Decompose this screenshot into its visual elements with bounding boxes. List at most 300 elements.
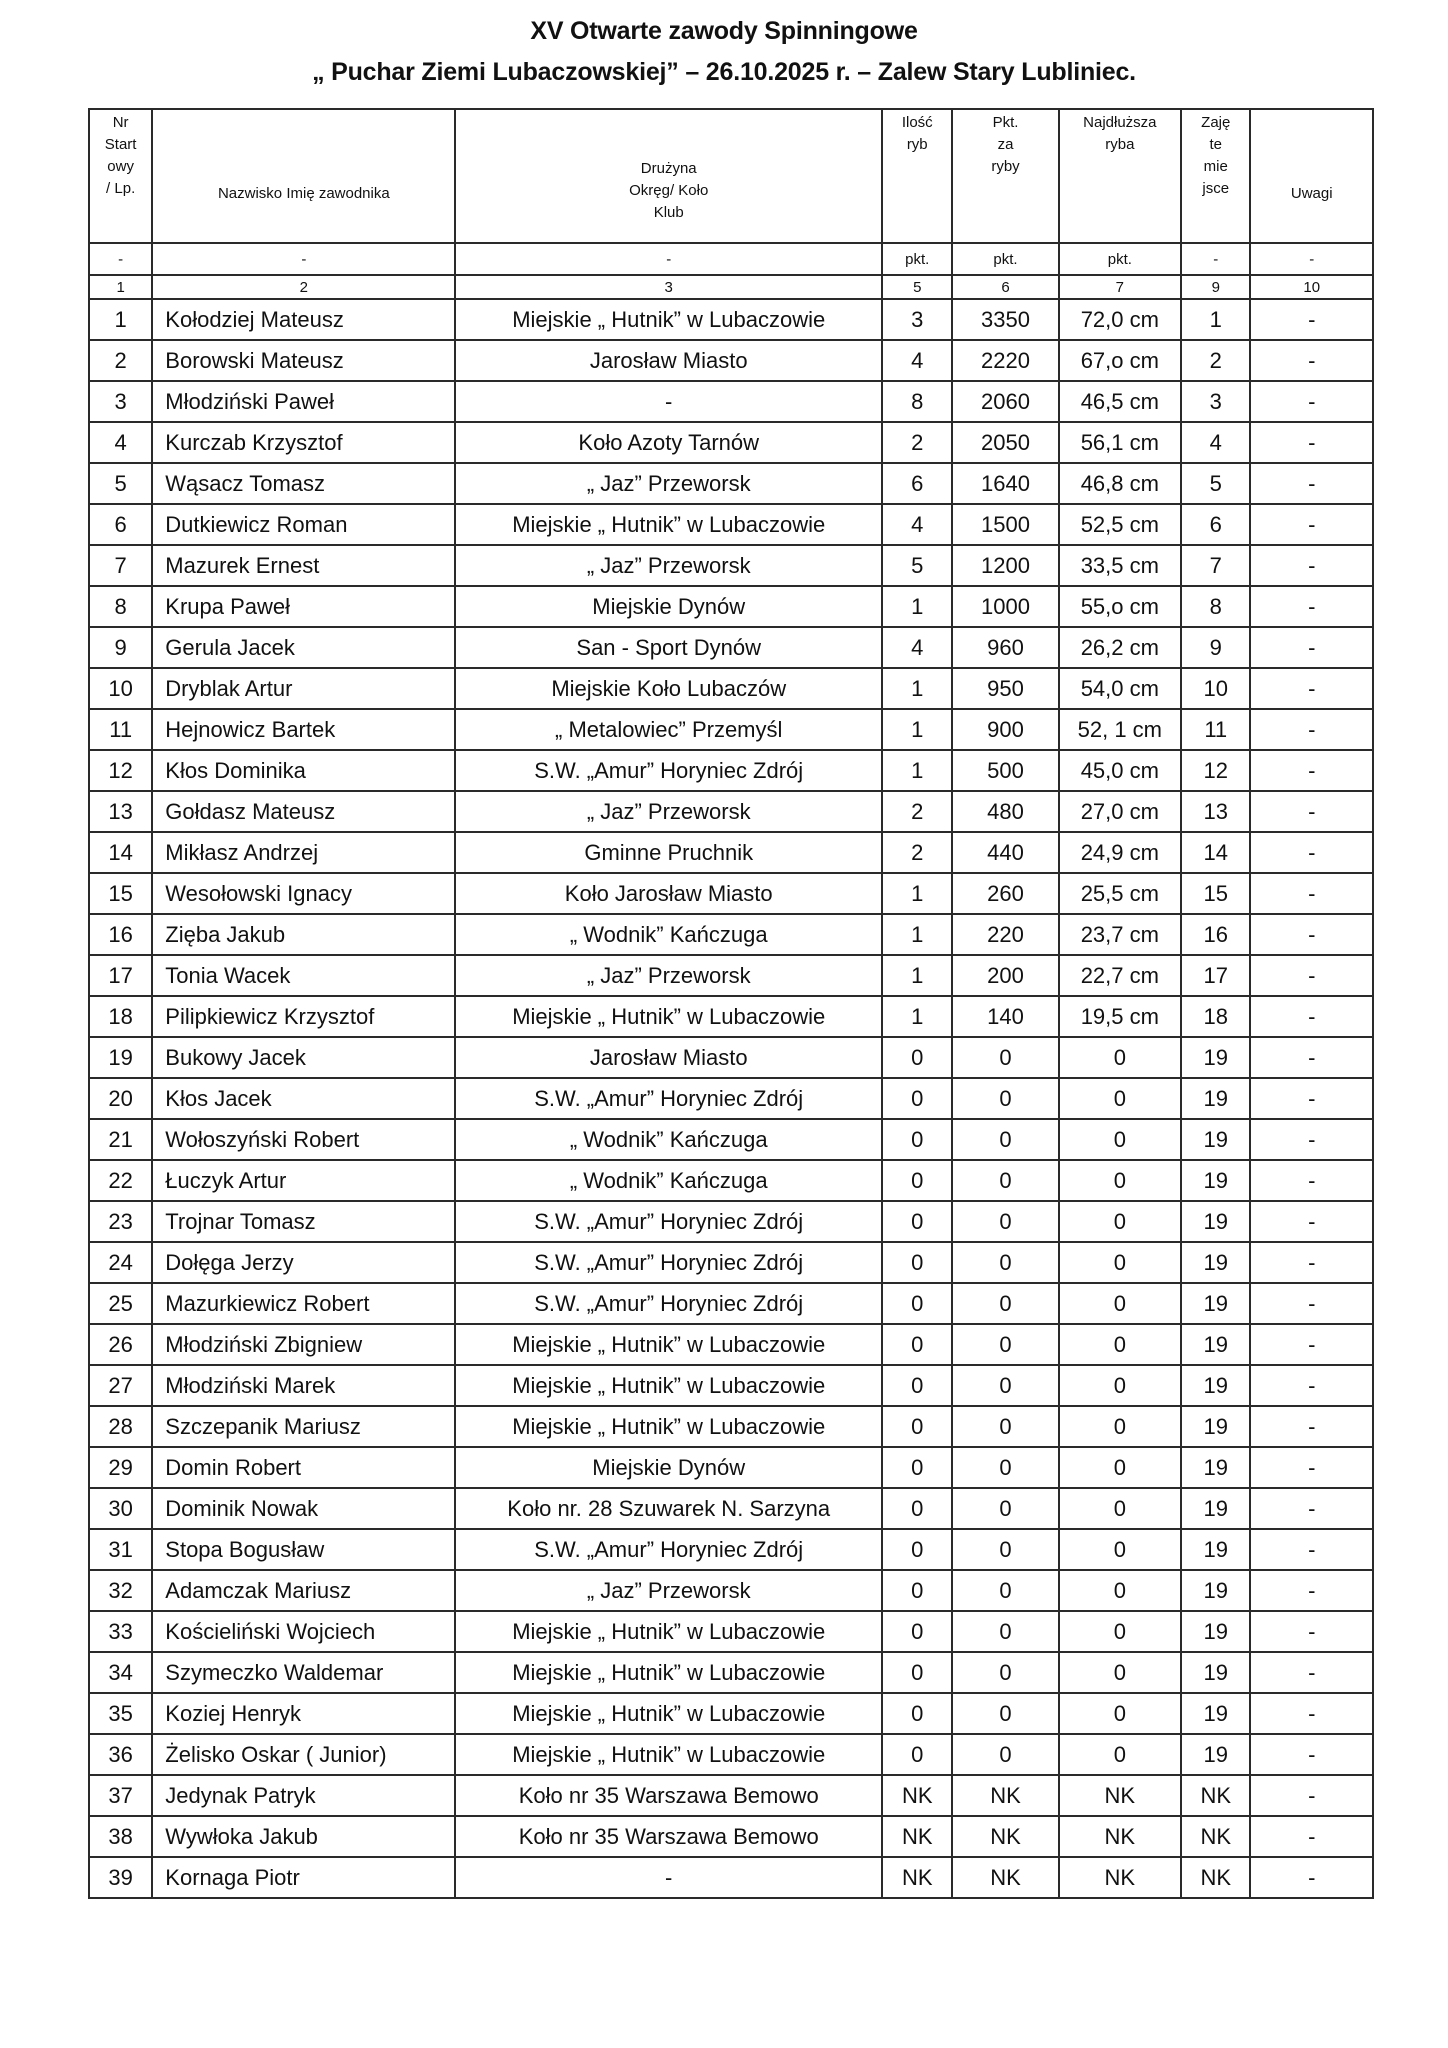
table-row [89,1242,1373,1283]
cell-name: Pilipkiewicz Krzysztof [152,996,455,1037]
cell-name: Wąsacz Tomasz [152,463,455,504]
cell-points: 0 [952,1447,1058,1488]
cell-longest: NK [1059,1857,1181,1898]
cell-fish-count: 0 [882,1201,952,1242]
cell-points: 960 [952,627,1058,668]
cell-team: Koło Jarosław Miasto [455,873,882,914]
cell-notes: - [1250,709,1373,750]
cell-team: Gminne Pruchnik [455,832,882,873]
cell-team: „ Metalowiec” Przemyśl [455,709,882,750]
cell-notes: - [1250,381,1373,422]
cell-name: Żelisko Oskar ( Junior) [152,1734,455,1775]
cell-fish-count: 3 [882,299,952,340]
header-longest-line: ryba [1105,136,1135,153]
header-team-line: Okręg/ Koło [629,182,709,199]
cell-fish-count: 5 [882,545,952,586]
cell-fish-count: 0 [882,1365,952,1406]
cell-nr: 32 [89,1570,152,1611]
cell-nr: 30 [89,1488,152,1529]
cell-points: 220 [952,914,1058,955]
cell-fish-count: 1 [882,996,952,1037]
cell-place: 19 [1181,1693,1250,1734]
cell-notes: - [1250,1857,1373,1898]
header-team [455,109,882,243]
cell-fish-count: 8 [882,381,952,422]
cell-fish-count: 1 [882,668,952,709]
header-place [1181,109,1250,243]
cell-nr: 19 [89,1037,152,1078]
cell-team: S.W. „Amur” Horyniec Zdrój [455,1242,882,1283]
cell-longest: 55,o cm [1059,586,1181,627]
cell-points: 0 [952,1734,1058,1775]
cell-place: 19 [1181,1078,1250,1119]
cell-place: 19 [1181,1119,1250,1160]
cell-longest: 46,5 cm [1059,381,1181,422]
cell-points: NK [952,1775,1058,1816]
unit-cell: pkt. [952,243,1058,275]
cell-nr: 13 [89,791,152,832]
cell-notes: - [1250,1529,1373,1570]
cell-points: 3350 [952,299,1058,340]
cell-nr: 26 [89,1324,152,1365]
cell-longest: 0 [1059,1693,1181,1734]
cell-name: Bukowy Jacek [152,1037,455,1078]
cell-longest: 0 [1059,1570,1181,1611]
cell-notes: - [1250,791,1373,832]
cell-notes: - [1250,422,1373,463]
cell-name: Krupa Paweł [152,586,455,627]
cell-name: Dryblak Artur [152,668,455,709]
cell-team: Miejskie Koło Lubaczów [455,668,882,709]
cell-nr: 27 [89,1365,152,1406]
cell-notes: - [1250,1365,1373,1406]
unit-cell: pkt. [882,243,952,275]
cell-longest: 67,o cm [1059,340,1181,381]
cell-fish-count: 4 [882,627,952,668]
unit-cell: - [152,243,455,275]
cell-longest: 0 [1059,1488,1181,1529]
cell-team: Miejskie „ Hutnik” w Lubaczowie [455,1652,882,1693]
cell-name: Zięba Jakub [152,914,455,955]
cell-team: Miejskie „ Hutnik” w Lubaczowie [455,1734,882,1775]
cell-nr: 31 [89,1529,152,1570]
header-nr [89,109,152,243]
cell-notes: - [1250,299,1373,340]
cell-team: Miejskie Dynów [455,586,882,627]
cell-longest: 0 [1059,1037,1181,1078]
table-row [89,1570,1373,1611]
cell-points: 0 [952,1693,1058,1734]
table-row [89,1816,1373,1857]
cell-place: 7 [1181,545,1250,586]
cell-fish-count: 4 [882,340,952,381]
cell-notes: - [1250,750,1373,791]
table-row [89,1119,1373,1160]
cell-nr: 38 [89,1816,152,1857]
cell-longest: 26,2 cm [1059,627,1181,668]
cell-points: 0 [952,1611,1058,1652]
cell-team: „ Jaz” Przeworsk [455,955,882,996]
cell-nr: 16 [89,914,152,955]
cell-points: 0 [952,1160,1058,1201]
cell-place: 17 [1181,955,1250,996]
cell-notes: - [1250,586,1373,627]
header-notes: Uwagi [1250,109,1373,243]
cell-name: Koziej Henryk [152,1693,455,1734]
cell-team: „ Wodnik” Kańczuga [455,1160,882,1201]
cell-longest: 0 [1059,1160,1181,1201]
cell-team: „ Jaz” Przeworsk [455,1570,882,1611]
cell-fish-count: 0 [882,1529,952,1570]
cell-nr: 10 [89,668,152,709]
cell-name: Młodziński Marek [152,1365,455,1406]
cell-points: 0 [952,1201,1058,1242]
table-row [89,1488,1373,1529]
cell-points: 0 [952,1242,1058,1283]
cell-name: Domin Robert [152,1447,455,1488]
cell-team: „ Jaz” Przeworsk [455,791,882,832]
cell-place: 19 [1181,1406,1250,1447]
header-nr-line: Nr [112,114,129,131]
cell-nr: 3 [89,381,152,422]
cell-notes: - [1250,1324,1373,1365]
cell-nr: 39 [89,1857,152,1898]
cell-notes: - [1250,1570,1373,1611]
cell-team: Miejskie „ Hutnik” w Lubaczowie [455,1693,882,1734]
cell-place: 15 [1181,873,1250,914]
cell-notes: - [1250,832,1373,873]
cell-nr: 20 [89,1078,152,1119]
cell-nr: 6 [89,504,152,545]
cell-team: San - Sport Dynów [455,627,882,668]
cell-nr: 15 [89,873,152,914]
cell-longest: 0 [1059,1529,1181,1570]
cell-nr: 35 [89,1693,152,1734]
cell-name: Wołoszyński Robert [152,1119,455,1160]
cell-team: Miejskie „ Hutnik” w Lubaczowie [455,1324,882,1365]
cell-name: Trojnar Tomasz [152,1201,455,1242]
cell-points: 200 [952,955,1058,996]
cell-nr: 1 [89,299,152,340]
cell-name: Kornaga Piotr [152,1857,455,1898]
units-row [89,243,1373,275]
cell-fish-count: 0 [882,1119,952,1160]
cell-place: 9 [1181,627,1250,668]
table-row [89,1529,1373,1570]
cell-team: Koło nr. 28 Szuwarek N. Sarzyna [455,1488,882,1529]
cell-place: NK [1181,1816,1250,1857]
table-row [89,1324,1373,1365]
cell-place: 10 [1181,668,1250,709]
table-row [89,1652,1373,1693]
cell-name: Mazurkiewicz Robert [152,1283,455,1324]
cell-place: 19 [1181,1160,1250,1201]
table-row [89,873,1373,914]
header-nr-line: Start [104,136,137,153]
cell-name: Dutkiewicz Roman [152,504,455,545]
cell-nr: 18 [89,996,152,1037]
cell-notes: - [1250,1078,1373,1119]
cell-place: 3 [1181,381,1250,422]
column-number: 1 [89,275,152,299]
table-row [89,1611,1373,1652]
cell-nr: 2 [89,340,152,381]
cell-fish-count: 1 [882,709,952,750]
table-row [89,627,1373,668]
cell-notes: - [1250,1775,1373,1816]
cell-notes: - [1250,1488,1373,1529]
cell-longest: 0 [1059,1283,1181,1324]
cell-notes: - [1250,955,1373,996]
cell-notes: - [1250,914,1373,955]
cell-notes: - [1250,463,1373,504]
cell-points: NK [952,1857,1058,1898]
document-subtitle: „ Puchar Ziemi Lubaczowskiej” – 26.10.2025 r. – Zalew Stary Lubliniec. [312,58,1136,86]
cell-name: Wesołowski Ignacy [152,873,455,914]
cell-place: 12 [1181,750,1250,791]
cell-notes: - [1250,1734,1373,1775]
header-row [89,109,1373,243]
cell-longest: 0 [1059,1242,1181,1283]
cell-notes: - [1250,1201,1373,1242]
cell-team: Miejskie Dynów [455,1447,882,1488]
cell-longest: 0 [1059,1119,1181,1160]
cell-name: Jedynak Patryk [152,1775,455,1816]
cell-fish-count: 1 [882,955,952,996]
table-row [89,422,1373,463]
cell-points: 0 [952,1324,1058,1365]
cell-name: Adamczak Mariusz [152,1570,455,1611]
cell-notes: - [1250,504,1373,545]
cell-place: 19 [1181,1652,1250,1693]
header-place-line: Zaję [1201,114,1231,131]
cell-fish-count: 0 [882,1037,952,1078]
table-row [89,299,1373,340]
cell-fish-count: 6 [882,463,952,504]
unit-cell: - [1181,243,1250,275]
cell-team: Miejskie „ Hutnik” w Lubaczowie [455,504,882,545]
table-row [89,1734,1373,1775]
cell-longest: 45,0 cm [1059,750,1181,791]
cell-notes: - [1250,996,1373,1037]
cell-name: Szymeczko Waldemar [152,1652,455,1693]
cell-team: Koło nr 35 Warszawa Bemowo [455,1816,882,1857]
cell-place: 19 [1181,1447,1250,1488]
results-table [88,108,1374,1899]
cell-notes: - [1250,1242,1373,1283]
cell-longest: 0 [1059,1324,1181,1365]
cell-fish-count: 0 [882,1447,952,1488]
cell-points: 0 [952,1529,1058,1570]
cell-points: 140 [952,996,1058,1037]
cell-fish-count: 0 [882,1488,952,1529]
cell-nr: 9 [89,627,152,668]
cell-nr: 28 [89,1406,152,1447]
cell-longest: NK [1059,1816,1181,1857]
table-row [89,545,1373,586]
results-body [89,299,1373,1898]
header-longest-line: Najdłuższa [1083,114,1157,131]
cell-longest: 0 [1059,1406,1181,1447]
cell-nr: 12 [89,750,152,791]
table-row [89,1857,1373,1898]
cell-points: 440 [952,832,1058,873]
cell-place: 19 [1181,1365,1250,1406]
cell-nr: 29 [89,1447,152,1488]
header-place-line: jsce [1202,180,1230,197]
column-number: 10 [1250,275,1373,299]
cell-team: „ Jaz” Przeworsk [455,463,882,504]
cell-nr: 36 [89,1734,152,1775]
cell-longest: 0 [1059,1365,1181,1406]
cell-points: 0 [952,1570,1058,1611]
header-fish-line: ryb [906,136,928,153]
cell-place: 19 [1181,1283,1250,1324]
cell-points: 2060 [952,381,1058,422]
cell-place: 18 [1181,996,1250,1037]
cell-longest: 19,5 cm [1059,996,1181,1037]
cell-nr: 34 [89,1652,152,1693]
cell-name: Kołodziej Mateusz [152,299,455,340]
cell-name: Kościeliński Wojciech [152,1611,455,1652]
cell-fish-count: 0 [882,1611,952,1652]
table-row [89,1283,1373,1324]
table-row [89,1078,1373,1119]
cell-place: 19 [1181,1201,1250,1242]
column-number-row [89,275,1373,299]
cell-points: 1640 [952,463,1058,504]
cell-name: Gołdasz Mateusz [152,791,455,832]
cell-nr: 23 [89,1201,152,1242]
cell-place: 19 [1181,1611,1250,1652]
cell-fish-count: NK [882,1816,952,1857]
cell-place: 19 [1181,1324,1250,1365]
cell-notes: - [1250,873,1373,914]
cell-longest: 27,0 cm [1059,791,1181,832]
cell-fish-count: 0 [882,1406,952,1447]
column-number: 9 [1181,275,1250,299]
cell-name: Hejnowicz Bartek [152,709,455,750]
cell-nr: 33 [89,1611,152,1652]
cell-points: 0 [952,1365,1058,1406]
cell-nr: 37 [89,1775,152,1816]
cell-team: Jarosław Miasto [455,1037,882,1078]
column-number: 7 [1059,275,1181,299]
cell-name: Dominik Nowak [152,1488,455,1529]
unit-cell: - [89,243,152,275]
cell-nr: 11 [89,709,152,750]
cell-place: NK [1181,1775,1250,1816]
cell-place: NK [1181,1857,1250,1898]
cell-longest: 52,5 cm [1059,504,1181,545]
header-nr-line: owy [107,158,134,175]
cell-name: Kurczab Krzysztof [152,422,455,463]
cell-fish-count: 0 [882,1242,952,1283]
table-row [89,381,1373,422]
cell-team: Miejskie „ Hutnik” w Lubaczowie [455,1406,882,1447]
cell-team: Miejskie „ Hutnik” w Lubaczowie [455,1365,882,1406]
cell-nr: 17 [89,955,152,996]
cell-place: 13 [1181,791,1250,832]
cell-name: Młodziński Zbigniew [152,1324,455,1365]
table-row [89,1037,1373,1078]
cell-points: 2220 [952,340,1058,381]
cell-points: 1500 [952,504,1058,545]
cell-name: Dołęga Jerzy [152,1242,455,1283]
header-points-line: Pkt. [992,114,1019,131]
cell-fish-count: 0 [882,1652,952,1693]
cell-points: 0 [952,1406,1058,1447]
cell-fish-count: 1 [882,873,952,914]
cell-team: Jarosław Miasto [455,340,882,381]
cell-team: - [455,1857,882,1898]
cell-name: Kłos Dominika [152,750,455,791]
header-place-line: te [1209,136,1223,153]
cell-name: Stopa Bogusław [152,1529,455,1570]
cell-points: 260 [952,873,1058,914]
cell-nr: 25 [89,1283,152,1324]
table-row [89,340,1373,381]
cell-longest: 25,5 cm [1059,873,1181,914]
cell-points: NK [952,1816,1058,1857]
cell-fish-count: 2 [882,422,952,463]
header-name: Nazwisko Imię zawodnika [152,109,455,243]
cell-team: S.W. „Amur” Horyniec Zdrój [455,750,882,791]
cell-fish-count: 1 [882,586,952,627]
unit-cell: - [1250,243,1373,275]
cell-place: 2 [1181,340,1250,381]
column-number: 5 [882,275,952,299]
cell-longest: 0 [1059,1447,1181,1488]
cell-fish-count: NK [882,1775,952,1816]
cell-team: Miejskie „ Hutnik” w Lubaczowie [455,299,882,340]
cell-fish-count: 2 [882,791,952,832]
cell-longest: 33,5 cm [1059,545,1181,586]
cell-nr: 8 [89,586,152,627]
header-points-line: ryby [991,158,1020,175]
cell-notes: - [1250,1283,1373,1324]
cell-nr: 21 [89,1119,152,1160]
cell-place: 6 [1181,504,1250,545]
table-row [89,1693,1373,1734]
cell-fish-count: 0 [882,1734,952,1775]
cell-nr: 14 [89,832,152,873]
cell-name: Mazurek Ernest [152,545,455,586]
header-fish-count [882,109,952,243]
cell-points: 900 [952,709,1058,750]
cell-longest: 0 [1059,1652,1181,1693]
table-row [89,1406,1373,1447]
table-row [89,1160,1373,1201]
cell-nr: 4 [89,422,152,463]
header-points-line: za [997,136,1014,153]
cell-longest: 23,7 cm [1059,914,1181,955]
cell-name: Borowski Mateusz [152,340,455,381]
cell-team: Miejskie „ Hutnik” w Lubaczowie [455,996,882,1037]
table-row [89,1775,1373,1816]
cell-points: 1200 [952,545,1058,586]
cell-fish-count: 0 [882,1693,952,1734]
table-row [89,709,1373,750]
cell-name: Mikłasz Andrzej [152,832,455,873]
cell-fish-count: 0 [882,1078,952,1119]
cell-place: 19 [1181,1242,1250,1283]
cell-longest: 0 [1059,1734,1181,1775]
header-nr-line: / Lp. [106,180,136,197]
cell-notes: - [1250,1037,1373,1078]
cell-longest: 22,7 cm [1059,955,1181,996]
column-number: 3 [455,275,882,299]
